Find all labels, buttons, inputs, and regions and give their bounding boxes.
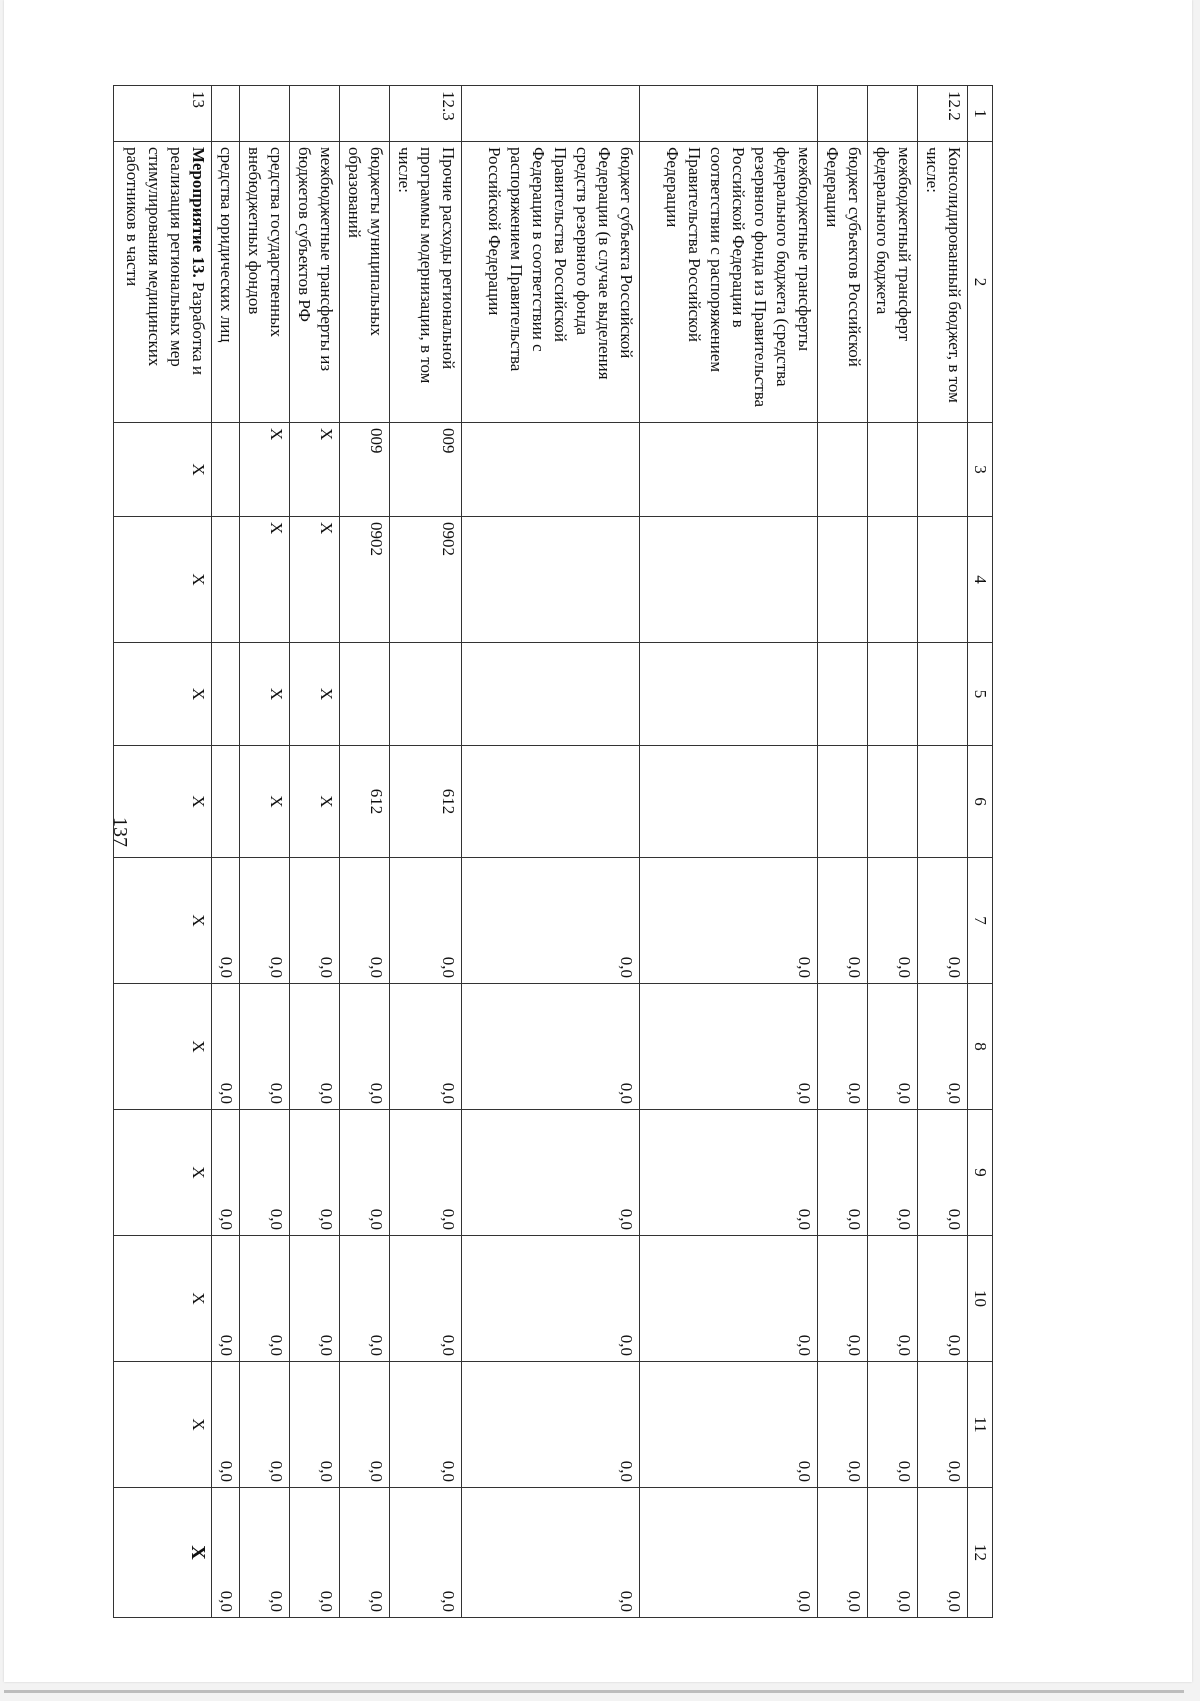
row-label: средства юридических лиц bbox=[212, 142, 240, 423]
cell-9: 0,0 bbox=[818, 1110, 868, 1236]
cell-4 bbox=[818, 517, 868, 643]
cell-7: 0,0 bbox=[918, 858, 968, 984]
cell-5 bbox=[918, 643, 968, 746]
cell-11: 0,0 bbox=[818, 1362, 868, 1488]
row-number bbox=[212, 86, 240, 142]
cell-11: 0,0 bbox=[340, 1362, 390, 1488]
cell-9: 0,0 bbox=[340, 1110, 390, 1236]
cell-8: 0,0 bbox=[290, 984, 340, 1110]
cell-12: 0,0 bbox=[240, 1488, 290, 1618]
cell-12: 0,0 bbox=[290, 1488, 340, 1618]
cell-5 bbox=[640, 643, 818, 746]
cell-3 bbox=[918, 423, 968, 517]
cell-9: 0,0 bbox=[462, 1110, 640, 1236]
table-row bbox=[462, 86, 640, 1618]
cell-6 bbox=[868, 746, 918, 858]
cell-5 bbox=[212, 643, 240, 746]
table-row bbox=[340, 86, 390, 1618]
row-label: бюджет субъекта Российской Федерации (в случае выделения средств резервного фонда Правительства Российской Федерации в соответствии с распоряжением Правительства Российской Федерации bbox=[462, 142, 640, 423]
cell-4: X bbox=[114, 517, 212, 643]
cell-11: 0,0 bbox=[212, 1362, 240, 1488]
cell-9: 0,0 bbox=[240, 1110, 290, 1236]
cell-8: X bbox=[114, 984, 212, 1110]
cell-10: 0,0 bbox=[640, 1236, 818, 1362]
cell-11: 0,0 bbox=[390, 1362, 462, 1488]
cell-6 bbox=[212, 746, 240, 858]
table-row bbox=[212, 86, 240, 1618]
cell-6: X bbox=[240, 746, 290, 858]
cell-10: 0,0 bbox=[868, 1236, 918, 1362]
cell-4 bbox=[868, 517, 918, 643]
cell-6 bbox=[818, 746, 868, 858]
row-label: Консолидированный бюджет, в том числе: bbox=[918, 142, 968, 423]
cell-3: X bbox=[114, 423, 212, 517]
column-header: 4 bbox=[968, 517, 993, 643]
table-row bbox=[114, 86, 212, 1618]
cell-6: 612 bbox=[340, 746, 390, 858]
cell-12: 0,0 bbox=[462, 1488, 640, 1618]
cell-10: 0,0 bbox=[212, 1236, 240, 1362]
cell-12: 0,0 bbox=[212, 1488, 240, 1618]
column-header: 9 bbox=[968, 1110, 993, 1236]
cell-5 bbox=[818, 643, 868, 746]
column-header: 12 bbox=[968, 1488, 993, 1618]
table-row bbox=[918, 86, 968, 1618]
cell-4 bbox=[462, 517, 640, 643]
cell-5: X bbox=[290, 643, 340, 746]
row-label: средства государственных внебюджетных фондов bbox=[240, 142, 290, 423]
cell-10: 0,0 bbox=[240, 1236, 290, 1362]
cell-6: X bbox=[290, 746, 340, 858]
cell-10: 0,0 bbox=[818, 1236, 868, 1362]
cell-6: X bbox=[114, 746, 212, 858]
cell-3: X bbox=[290, 423, 340, 517]
cell-4 bbox=[212, 517, 240, 643]
row-number: 12.3 bbox=[390, 86, 462, 142]
cell-4: X bbox=[240, 517, 290, 643]
cell-8: 0,0 bbox=[212, 984, 240, 1110]
column-header: 11 bbox=[968, 1362, 993, 1488]
cell-7: 0,0 bbox=[868, 858, 918, 984]
cell-12: 0,0 bbox=[640, 1488, 818, 1618]
cell-11: 0,0 bbox=[240, 1362, 290, 1488]
row-label: межбюджетный трансферт федерального бюджета bbox=[868, 142, 918, 423]
cell-6: 612 bbox=[390, 746, 462, 858]
cell-8: 0,0 bbox=[868, 984, 918, 1110]
cell-8: 0,0 bbox=[462, 984, 640, 1110]
cell-8: 0,0 bbox=[390, 984, 462, 1110]
cell-9: 0,0 bbox=[390, 1110, 462, 1236]
row-label-bold: Мероприятие 13. bbox=[189, 147, 208, 278]
table-row bbox=[640, 86, 818, 1618]
table-row bbox=[390, 86, 462, 1618]
cell-5 bbox=[390, 643, 462, 746]
row-label-text: Разработка и реализация региональных мер стимулирования медицинских работников в части bbox=[123, 147, 208, 376]
row-number: 12.2 bbox=[918, 86, 968, 142]
table-row bbox=[290, 86, 340, 1618]
cell-8: 0,0 bbox=[340, 984, 390, 1110]
cell-10: 0,0 bbox=[340, 1236, 390, 1362]
cell-3 bbox=[462, 423, 640, 517]
cell-3 bbox=[818, 423, 868, 517]
cell-9: 0,0 bbox=[640, 1110, 818, 1236]
row-label: бюджет субъектов Российской Федерации bbox=[818, 142, 868, 423]
cell-7: 0,0 bbox=[818, 858, 868, 984]
row-label: Прочие расходы региональной программы модернизации, в том числе: bbox=[390, 142, 462, 423]
cell-12: X bbox=[114, 1488, 212, 1618]
cell-8: 0,0 bbox=[240, 984, 290, 1110]
row-label: межбюджетные трансферты из бюджетов субъектов РФ bbox=[290, 142, 340, 423]
cell-9: 0,0 bbox=[212, 1110, 240, 1236]
cell-4: 0902 bbox=[390, 517, 462, 643]
column-header: 7 bbox=[968, 858, 993, 984]
cell-4: X bbox=[290, 517, 340, 643]
column-header: 3 bbox=[968, 423, 993, 517]
row-label: бюджеты муниципальных образований bbox=[340, 142, 390, 423]
cell-11: 0,0 bbox=[918, 1362, 968, 1488]
cell-12: 0,0 bbox=[340, 1488, 390, 1618]
cell-12: 0,0 bbox=[390, 1488, 462, 1618]
row-number: 13 bbox=[114, 86, 212, 142]
cell-7: 0,0 bbox=[390, 858, 462, 984]
cell-7: 0,0 bbox=[462, 858, 640, 984]
cell-5 bbox=[462, 643, 640, 746]
cell-12: 0,0 bbox=[918, 1488, 968, 1618]
row-number bbox=[462, 86, 640, 142]
cell-11: 0,0 bbox=[290, 1362, 340, 1488]
cell-7: 0,0 bbox=[240, 858, 290, 984]
table-row bbox=[240, 86, 290, 1618]
column-header: 8 bbox=[968, 984, 993, 1110]
row-number bbox=[868, 86, 918, 142]
cell-10: 0,0 bbox=[390, 1236, 462, 1362]
cell-8: 0,0 bbox=[818, 984, 868, 1110]
column-header: 5 bbox=[968, 643, 993, 746]
cell-4 bbox=[918, 517, 968, 643]
page-number: 137 bbox=[109, 817, 131, 847]
cell-6 bbox=[462, 746, 640, 858]
cell-7: 0,0 bbox=[340, 858, 390, 984]
cell-11: X bbox=[114, 1362, 212, 1488]
table-row bbox=[818, 86, 868, 1618]
row-number bbox=[340, 86, 390, 142]
cell-9: X bbox=[114, 1110, 212, 1236]
cell-11: 0,0 bbox=[868, 1362, 918, 1488]
cell-5: X bbox=[240, 643, 290, 746]
cell-7: 0,0 bbox=[290, 858, 340, 984]
cell-12: 0,0 bbox=[868, 1488, 918, 1618]
cell-10: 0,0 bbox=[462, 1236, 640, 1362]
budget-table bbox=[113, 85, 993, 1618]
cell-12: 0,0 bbox=[818, 1488, 868, 1618]
cell-6 bbox=[640, 746, 818, 858]
cell-5 bbox=[340, 643, 390, 746]
row-label bbox=[114, 142, 212, 423]
column-header: 2 bbox=[968, 142, 993, 423]
cell-6 bbox=[918, 746, 968, 858]
column-header: 6 bbox=[968, 746, 993, 858]
cell-4 bbox=[640, 517, 818, 643]
cell-3: 009 bbox=[340, 423, 390, 517]
row-number bbox=[818, 86, 868, 142]
cell-9: 0,0 bbox=[918, 1110, 968, 1236]
cell-8: 0,0 bbox=[918, 984, 968, 1110]
cell-9: 0,0 bbox=[868, 1110, 918, 1236]
cell-3 bbox=[212, 423, 240, 517]
row-label: межбюджетные трансферты федерального бюджета (средства резервного фонда из Правительства Российской Федерации в соответствии с распоряжением Правительства Российской Федерации bbox=[640, 142, 818, 423]
cell-3: 009 bbox=[390, 423, 462, 517]
cell-7: 0,0 bbox=[212, 858, 240, 984]
cell-10: X bbox=[114, 1236, 212, 1362]
cell-5: X bbox=[114, 643, 212, 746]
column-header: 1 bbox=[968, 86, 993, 142]
cell-8: 0,0 bbox=[640, 984, 818, 1110]
cell-10: 0,0 bbox=[290, 1236, 340, 1362]
column-number-row bbox=[968, 86, 993, 1618]
table-row bbox=[868, 86, 918, 1618]
row-number bbox=[240, 86, 290, 142]
cell-5 bbox=[868, 643, 918, 746]
cell-9: 0,0 bbox=[290, 1110, 340, 1236]
cell-3 bbox=[640, 423, 818, 517]
column-header: 10 bbox=[968, 1236, 993, 1362]
cell-10: 0,0 bbox=[918, 1236, 968, 1362]
cell-7: 0,0 bbox=[640, 858, 818, 984]
cell-7: X bbox=[114, 858, 212, 984]
cell-3: X bbox=[240, 423, 290, 517]
row-number bbox=[640, 86, 818, 142]
row-number bbox=[290, 86, 340, 142]
cell-4: 0902 bbox=[340, 517, 390, 643]
cell-3 bbox=[868, 423, 918, 517]
cell-11: 0,0 bbox=[640, 1362, 818, 1488]
cell-11: 0,0 bbox=[462, 1362, 640, 1488]
